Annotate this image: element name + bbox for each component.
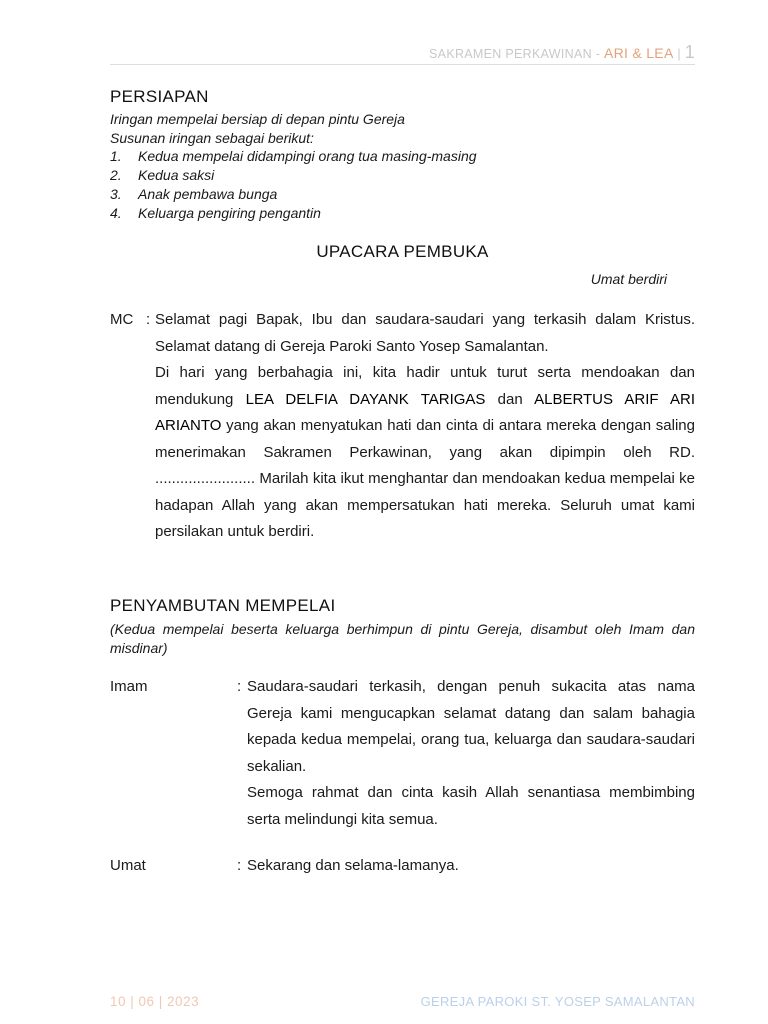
document-page [110,0,695,1024]
imam-text [247,674,695,833]
footer-church-name: GEREJA PAROKI ST. YOSEP SAMALANTAN [420,994,695,1009]
imam-paragraph-1: Saudara-saudari terkasih, dengan penuh sukacita atas nama Gereja kami mengucapkan selamat datang dan salam bahagia kepada kedua mempelai, orang tua, keluarga dan saudara-saudari sekalian. [247,678,695,775]
mc-paragraph-1: Selamat pagi Bapak, Ibu dan saudara-saudari yang terkasih dalam Kristus. Selamat datang di Gereja Paroki Santo Yosep Samalantan. [155,311,695,355]
list-text: Kedua saksi [138,167,215,184]
list-text: Anak pembawa bunga [138,185,278,202]
speaker-label-mc: MC [110,311,134,328]
persiapan-description [110,110,477,222]
header-title: SAKRAMEN PERKAWINAN - [429,47,604,61]
speaker-colon: : [146,311,151,328]
running-header [429,42,695,63]
page-number: 1 [684,42,695,62]
section-title-persiapan: PERSIAPAN [110,87,209,106]
list-number: 2. [110,167,122,184]
speaker-colon: : [237,857,242,874]
mc-paragraph-2 [155,360,695,546]
speaker-colon: : [237,678,242,695]
mc-text [155,307,695,546]
mc-text-part: yang akan menyatukan hati dan cinta di antara mereka dengan saling menerimakan Sakramen Perkawinan, yang akan dipimpin oleh RD. ........................ Marilah kita ikut menghantar dan mendoakan kedua mempelai ke hadapan Allah yang akan mempersatukan hati mereka. Seluruh umat kami persilakan untuk berdiri. [155,417,695,540]
penyambutan-rubric: (Kedua mempelai beserta keluarga berhimpun di pintu Gereja, disambut oleh Imam dan misdinar) [110,621,695,656]
header-divider [110,64,695,65]
speaker-label-umat: Umat [110,857,146,874]
section-title-upacara-pembuka: UPACARA PEMBUKA [316,242,489,261]
bride-name: LEA DELFIA DAYANK TARIGAS [245,390,486,408]
list-text: Keluarga pengiring pengantin [138,204,321,221]
list-item [110,185,477,204]
persiapan-line-1: Iringan mempelai bersiap di depan pintu Gereja [110,111,405,127]
persiapan-line-2: Susunan iringan sebagai berikut: [110,129,314,146]
list-text: Kedua mempelai didampingi orang tua masing-masing [138,148,477,165]
list-item [110,166,477,185]
list-number: 3. [110,185,122,202]
imam-paragraph-2: Semoga rahmat dan cinta kasih Allah senantiasa membimbing serta melindungi kita semua. [247,784,695,828]
footer-date: 10 | 06 | 2023 [110,994,200,1009]
list-number: 4. [110,204,122,221]
list-item [110,204,477,223]
list-item [110,147,477,166]
speaker-label-imam: Imam [110,678,148,695]
list-number: 1. [110,148,122,165]
mc-text-part: Di hari yang berbahagia ini, kita hadir untuk turut serta mendoakan dan mendukung [155,364,695,408]
section-title-penyambutan: PENYAMBUTAN MEMPELAI [110,596,336,615]
rubric-instruction: Umat berdiri [590,271,667,287]
header-separator: | [673,47,685,61]
umat-text: Sekarang dan selama-lamanya. [247,857,459,874]
groom-name: ALBERTUS ARIF ARI ARIANTO [155,390,695,434]
header-couple-names: ARI & LEA [603,45,674,61]
mc-text-part: dan [485,390,535,408]
